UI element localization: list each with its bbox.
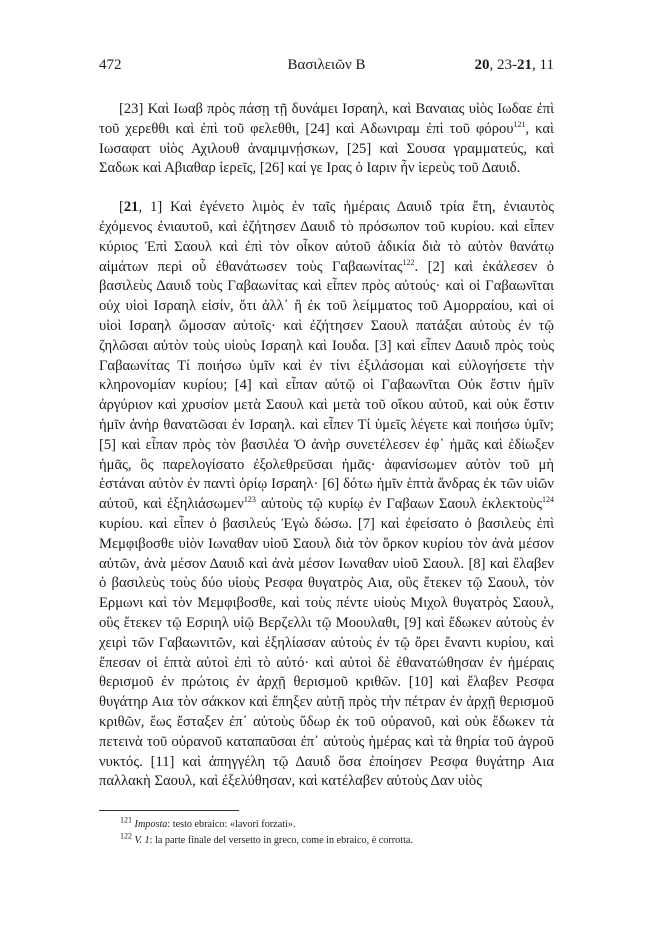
footnote-number: 121 xyxy=(120,815,132,825)
running-header xyxy=(99,57,554,77)
footnote-label: V. 1 xyxy=(134,835,150,846)
footnote-number: 122 xyxy=(120,831,132,841)
book-title: Βασιλειῶν Β xyxy=(287,57,366,73)
paragraph: [21, 1] Καὶ ἐγένετο λιμὸς ἐν ταῖς ἡμέραις Δαυιδ τρία ἔτη, ἐνιαυτὸς ἐχόμενος ἐνιαυτοῦ, καὶ ἐζήτησεν Δαυιδ τὸ πρόσωπον τοῦ κυρίου. καὶ εἶπεν κύριος Ἐπὶ Σαουλ καὶ ἐπὶ τὸν οἶκον αὐτοῦ ἀδικία διὰ τὸ αὐτὸν θανάτῳ αἱμάτων περὶ οὗ ἐθανάτωσεν τοὺς Γαβαωνίτας$^{122}$. [2] καὶ ἐκάλεσεν ὁ βασιλεὺς Δαυιδ τοὺς Γαβαωνίτας καὶ εἶπεν πρὸς αὐτούς· καὶ οἱ Γαβαωνῖται οὐχ υἱοὶ Ισραηλ εἰσίν, ὅτι ἀλλ᾽ ἢ ἐκ τοῦ λείμματος τοῦ Αμορραίου, καὶ οἱ υἱοὶ Ισραηλ ὤμοσαν αὐτοῖς· καὶ ἐζήτησεν Σαουλ πατάξαι αὐτοὺς ἐν τῷ ζηλῶσαι αὐτὸν τοὺς υἱοὺς Ισραηλ καὶ Ιουδα. [3] καὶ εἶπεν Δαυιδ πρὸς τοὺς Γαβαωνίτας Τί ποιήσω ὑμῖν καὶ ἐν τίνι ἐξιλάσομαι καὶ εὐλογήσετε τὴν κληρονομίαν κυρίου; [4] καὶ εἶπαν αὐτῷ οἱ Γαβαωνῖται Οὐκ ἔστιν ἡμῖν ἀργύριον καὶ χρυσίον μετὰ Σαουλ καὶ μετὰ τοῦ οἴκου αὐτοῦ, καὶ οὐκ ἔστιν ἡμῖν ἀνὴρ θανατῶσαι ἐν Ισραηλ. καὶ εἶπεν Τί ὑμεῖς λέγετε καὶ ποιήσω ὑμῖν; [5] καὶ εἶπαν πρὸς τὸν βασιλέα Ὁ ἀνὴρ συνετέλεσεν ἐφ᾽ ἡμᾶς καὶ ἐδίωξεν ἡμᾶς, ὃς παρελογίσατο ἐξολεθρεῦσαι ἡμᾶς· ἀφανίσωμεν αὐτὸν τοῦ μὴ ἑστάναι αὐτὸν ἐν παντὶ ὁρίῳ Ισραηλ· [6] δότω ἡμῖν ἑπτὰ ἄνδρας ἐκ τῶν υἱῶν αὐτοῦ, καὶ ἐξηλιάσωμεν$^{123}$ αὐτοὺς τῷ κυρίῳ ἐν Γαβαων Σαουλ ἐκλεκτοὺς$^{124}$ κυρίου. καὶ εἶπεν ὁ βασιλεύς Ἐγὼ δώσω. [7] καὶ ἐφείσατο ὁ βασιλεὺς ἐπὶ Μεμφιβοσθε υἱὸν Ιωναθαν υἱοῦ Σαουλ διὰ τὸν ὅρκον κυρίου τὸν ἀνὰ μέσον αὐτῶν, ἀνὰ μέσον Δαυιδ καὶ ἀνὰ μέσον Ιωναθαν υἱοῦ Σαουλ. [8] καὶ ἔλαβεν ὁ βασιλεὺς τοὺς δύο υἱοὺς Ρεσφα θυγατρὸς Αια, οὓς ἔτεκεν τῷ Σαουλ, τὸν Ερμωνι καὶ τὸν Μεμφιβοσθε, καὶ τοὺς πέντε υἱοὺς Μιχολ θυγατρὸς Σαουλ, οὓς ἔτεκεν τῷ Εσριηλ υἱῷ Βερζελλι τῷ Μοουλαθι, [9] καὶ ἔδωκεν αὐτοὺς ἐν χειρὶ τῶν Γαβαωνιτῶν, καὶ ἐξηλίασαν αὐτοὺς ἐν τῷ ὄρει ἔναντι κυρίου, καὶ ἔπεσαν οἱ ἑπτὰ αὐτοὶ ἐπὶ τὸ αὐτό· καὶ αὐτοὶ δὲ ἐθανατώθησαν ἐν ἡμέραις θερισμοῦ ἐν πρώτοις ἐν ἀρχῇ θερισμοῦ κριθῶν. [10] καὶ ἔλαβεν Ρεσφα θυγάτηρ Αια τὸν σάκκον καὶ ἔπηξεν αὐτῇ πρὸς τὴν πέτραν ἐν ἀρχῇ θερισμοῦ κριθῶν, ἕως ἔσταξεν ἐπ᾽ αὐτοὺς ὕδωρ ἐκ τοῦ οὐρανοῦ, καὶ οὐκ ἔδωκεν τὰ πετεινὰ τοῦ οὐρανοῦ καταπαῦσαι ἐπ᾽ αὐτοὺς ἡμέρας καὶ τὰ θηρία τοῦ ἀγροῦ νυκτός. [11] καὶ ἀπηγγέλη τῷ Δαυιδ ὅσα ἐποίησεν Ρεσφα θυγάτηρ Αια παλλακὴ Σαουλ, καὶ ἐξελύθησαν, καὶ κατέλαβεν αὐτοὺς Δαν υἱὸς xyxy=(99,199,554,790)
paragraph: [23] Καὶ Ιωαβ πρὸς πάσῃ τῇ δυνάμει Ισραηλ, καὶ Βαναιας υἱὸς Ιωδαε ἐπὶ τοῦ χερεθθι καὶ ἐπὶ τοῦ φελεθθι, [24] καὶ Αδωνιραμ ἐπὶ τοῦ φόρου$^{121}$, καὶ Ιωσαφατ υἱὸς Αχιλουθ ἀναμιμνῄσκων, [25] καὶ Σουσα γραμματεύς, καὶ Σαδωκ καὶ Αβιαθαρ ἱερεῖς, [26] καί γε Ιρας ὁ Ιαριν ἦν ἱερεὺς τοῦ Δαυιδ. xyxy=(99,101,554,177)
footnote: $^{122}$ V. 1: la parte finale del versetto in greco, come in ebraico, è corrotta. xyxy=(120,831,413,846)
footnotes xyxy=(120,817,560,849)
footnote-marker: 121 xyxy=(513,119,526,129)
chapter-reference: 20, 23-21, 11 xyxy=(474,57,554,73)
footnote-marker: 124 xyxy=(542,495,554,505)
footnote-marker: 122 xyxy=(402,257,415,267)
footnote-separator xyxy=(99,810,239,811)
main-text xyxy=(99,100,554,792)
footnote-marker: 123 xyxy=(243,495,256,505)
page-number: 472 xyxy=(99,57,122,73)
footnote-label: Imposta xyxy=(134,819,168,830)
footnote: $^{121}$ Imposta: testo ebraico: «lavori forzati». xyxy=(120,815,296,830)
